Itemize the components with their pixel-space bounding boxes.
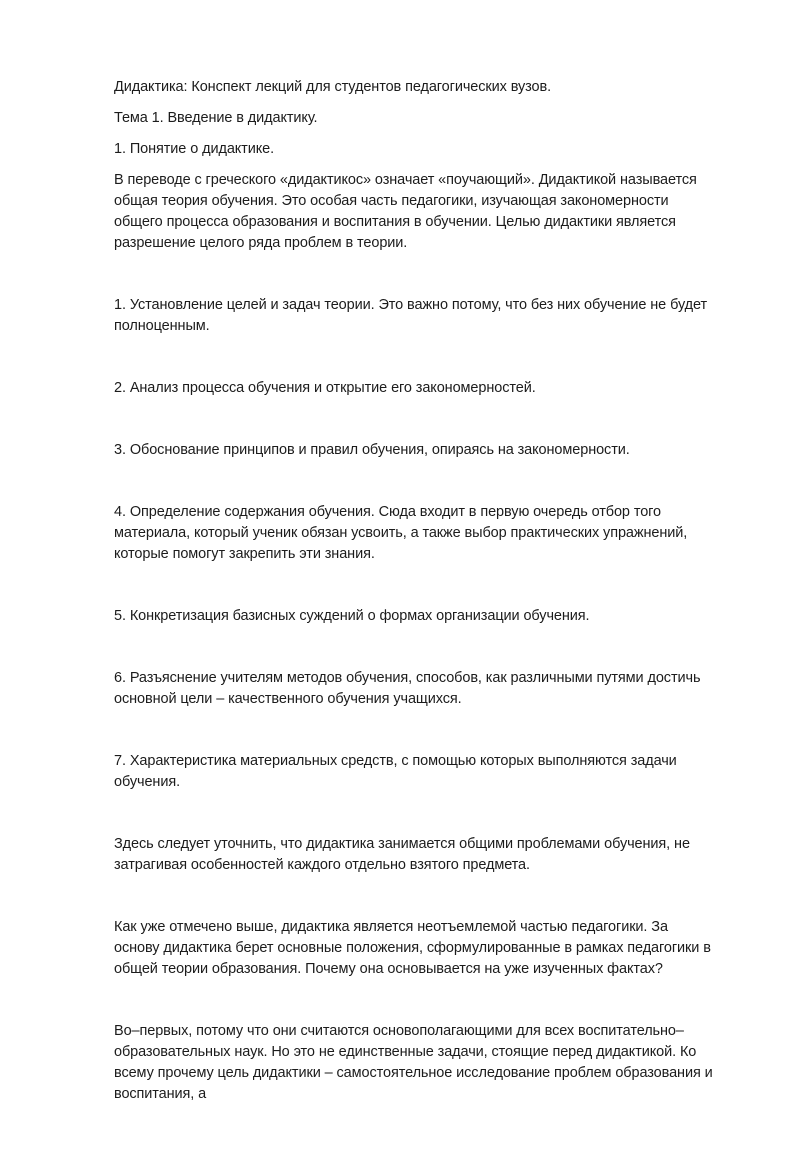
list-item-3: 3. Обоснование принципов и правил обучения, опираясь на закономерности. xyxy=(114,442,630,458)
list-item-6: 6. Разъяснение учителям методов обучения, способов, как различными путями достичь основной цели – качественного обучения учащихся. xyxy=(114,670,705,707)
document-title: Дидактика: Конспект лекций для студентов педагогических вузов. xyxy=(114,79,552,95)
list-item-4: 4. Определение содержания обучения. Сюда входит в первую очередь отбор того материала, который ученик обязан усвоить, а также выбор практических упражнений, которые помогут закрепить эти знания. xyxy=(114,504,692,562)
paragraph: В переводе с греческого «дидактикос» означает «поучающий». Дидактикой называется общая теория обучения. Это особая часть педагогики, изучающая закономерности общего процесса образования и воспитания в обучении. Целью дидактики является разрешение целого ряда проблем в теории. xyxy=(114,172,701,251)
section-heading: 1. Понятие о дидактике. xyxy=(114,141,275,157)
paragraph: Во–первых, потому что они считаются основополагающими для всех воспитательно–образовательных наук. Но это не единственные задачи, стоящие перед дидактикой. Ко всему прочему цель дидактики – самостоятельное исследование проблем образования и воспитания, а xyxy=(114,1023,717,1102)
paragraph: Как уже отмечено выше, дидактика является неотъемлемой частью педагогики. За основу дидактика берет основные положения, сформулированные в рамках педагогики в общей теории образования. Почему она основывается на уже изученных фактах? xyxy=(114,919,715,977)
list-item-5: 5. Конкретизация базисных суждений о формах организации обучения. xyxy=(114,608,590,624)
list-item-7: 7. Характеристика материальных средств, с помощью которых выполняются задачи обучения. xyxy=(114,753,681,790)
topic-heading: Тема 1. Введение в дидактику. xyxy=(114,110,318,126)
paragraph: Здесь следует уточнить, что дидактика занимается общими проблемами обучения, не затрагивая особенностей каждого отдельно взятого предмета. xyxy=(114,836,694,873)
list-item-2: 2. Анализ процесса обучения и открытие его закономерностей. xyxy=(114,380,536,396)
list-item-1: 1. Установление целей и задач теории. Это важно потому, что без них обучение не будет полноценным. xyxy=(114,297,711,334)
